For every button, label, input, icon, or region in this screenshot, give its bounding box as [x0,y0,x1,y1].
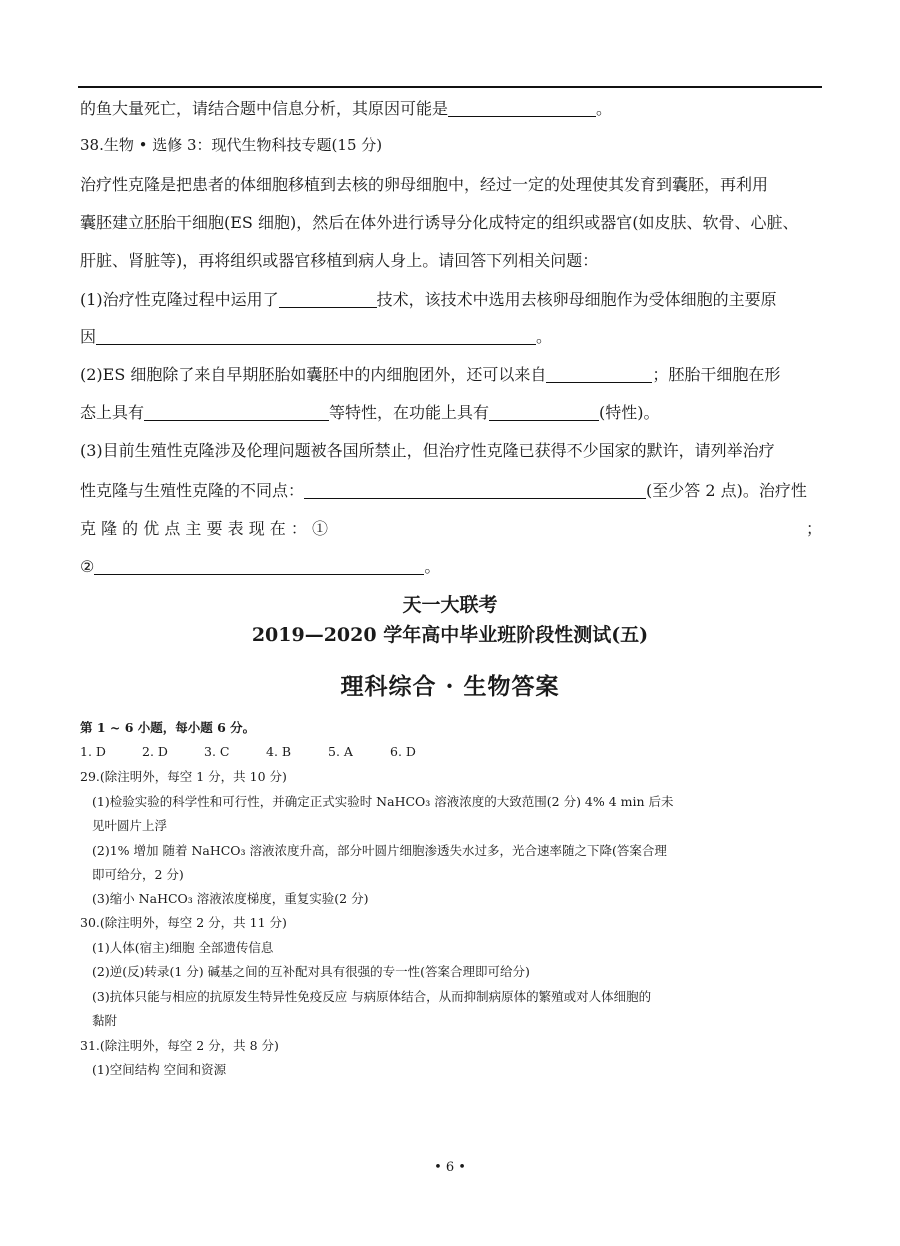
q29-line: (3)缩小 NaHCO₃ 溶液浓度梯度，重复实验(2 分) [92,891,369,906]
answer-blank [94,556,424,575]
q38-intro-line: 囊胚建立胚胎干细胞(ES 细胞)，然后在体外进行诱导分化成特定的组织或器官(如皮肤、软骨、心脏、 [80,213,799,232]
q30-title: 30.(除注明外，每空 2 分，共 11 分) [80,915,287,930]
q31-line: (1)空间结构 空间和资源 [92,1062,227,1077]
answers-title: 理科综合 · 生物答案 [340,673,560,700]
answer-blank [448,98,596,117]
mc-answer: 2. D [142,744,168,759]
mc-title: 第 1 ~ 6 小题，每小题 6 分。 [80,720,256,735]
mc-answer: 4. B [266,744,292,759]
answer-blank [546,364,652,383]
top-rule [78,86,822,88]
q38-part3-cont: ② 。 [80,557,441,576]
answer-blank [489,402,599,421]
q37-tail: 的鱼大量死亡，请结合题中信息分析，其原因可能是 。 [80,99,613,118]
q30-line: (1)人体(宿主)细胞 全部遗传信息 [92,940,274,955]
answer-blank [304,480,646,499]
q31-title: 31.(除注明外，每空 2 分，共 8 分) [80,1038,279,1053]
mc-answers [80,742,452,762]
q38-part2-cont: 态上具有 等特性，在功能上具有 (特性)。 [80,403,660,422]
exam-series-title: 天一大联考 [402,594,498,616]
q38-intro-line: 肝脏、肾脏等)，再将组织或器官移植到病人身上。请回答下列相关问题： [80,251,599,270]
mc-answer: 6. D [390,744,416,759]
mc-answer: 5. A [328,744,353,759]
mc-answer: 3. C [204,744,230,759]
q29-line: (2)1% 增加 随着 NaHCO₃ 溶液浓度升高，部分叶圆片细胞渗透失水过多，光合速率随之下降(答案合理 [92,843,667,858]
q29-title: 29.(除注明外，每空 1 分，共 10 分) [80,769,287,784]
q38-title: 38.生物 • 选修 3：现代生物科技专题(15 分) [80,136,383,154]
answer-blank [96,326,536,345]
answer-blank [144,402,329,421]
q38-part1: (1)治疗性克隆过程中运用了 技术，该技术中选用去核卵母细胞作为受体细胞的主要原 [80,290,777,309]
answer-blank [279,289,377,308]
q29-line: (1)检验实验的科学性和可行性，并确定正式实验时 NaHCO₃ 溶液浓度的大致范围(2 分) 4% 4 min 后未 [92,794,674,809]
q29-line: 即可给分，2 分) [92,867,184,882]
q30-line: (3)抗体只能与相应的抗原发生特异性免疫反应 与病原体结合，从而抑制病原体的繁殖或对人体细胞的 [92,989,652,1004]
q30-line: (2)逆(反)转录(1 分) 碱基之间的互补配对具有很强的专一性(答案合理即可给分) [92,964,530,979]
q38-part3-cont: 性克隆与生殖性克隆的不同点： (至少答 2 点)。治疗性 [80,481,807,500]
page-number: • 6 • [434,1160,466,1175]
q30-line: 黏附 [92,1013,118,1028]
q38-intro-line: 治疗性克隆是把患者的体细胞移植到去核的卵母细胞中，经过一定的处理使其发育到囊胚，再利用 [80,175,769,194]
q38-part3-cont: 克 隆 的 优 点 主 要 表 现 在 ： ① ； [80,519,822,538]
q38-part2: (2)ES 细胞除了来自早期胚胎如囊胚中的内细胞团外，还可以来自 ；胚胎干细胞在形 [80,365,781,384]
exam-title: 2019—2020 学年高中毕业班阶段性测试(五) [251,624,649,646]
q38-part1-cont: 因 。 [80,327,553,346]
mc-answer: 1. D [80,744,106,759]
q29-line: 见叶圆片上浮 [92,818,168,833]
q38-part3: (3)目前生殖性克隆涉及伦理问题被各国所禁止，但治疗性克隆已获得不少国家的默许，请列举治疗 [80,441,775,460]
